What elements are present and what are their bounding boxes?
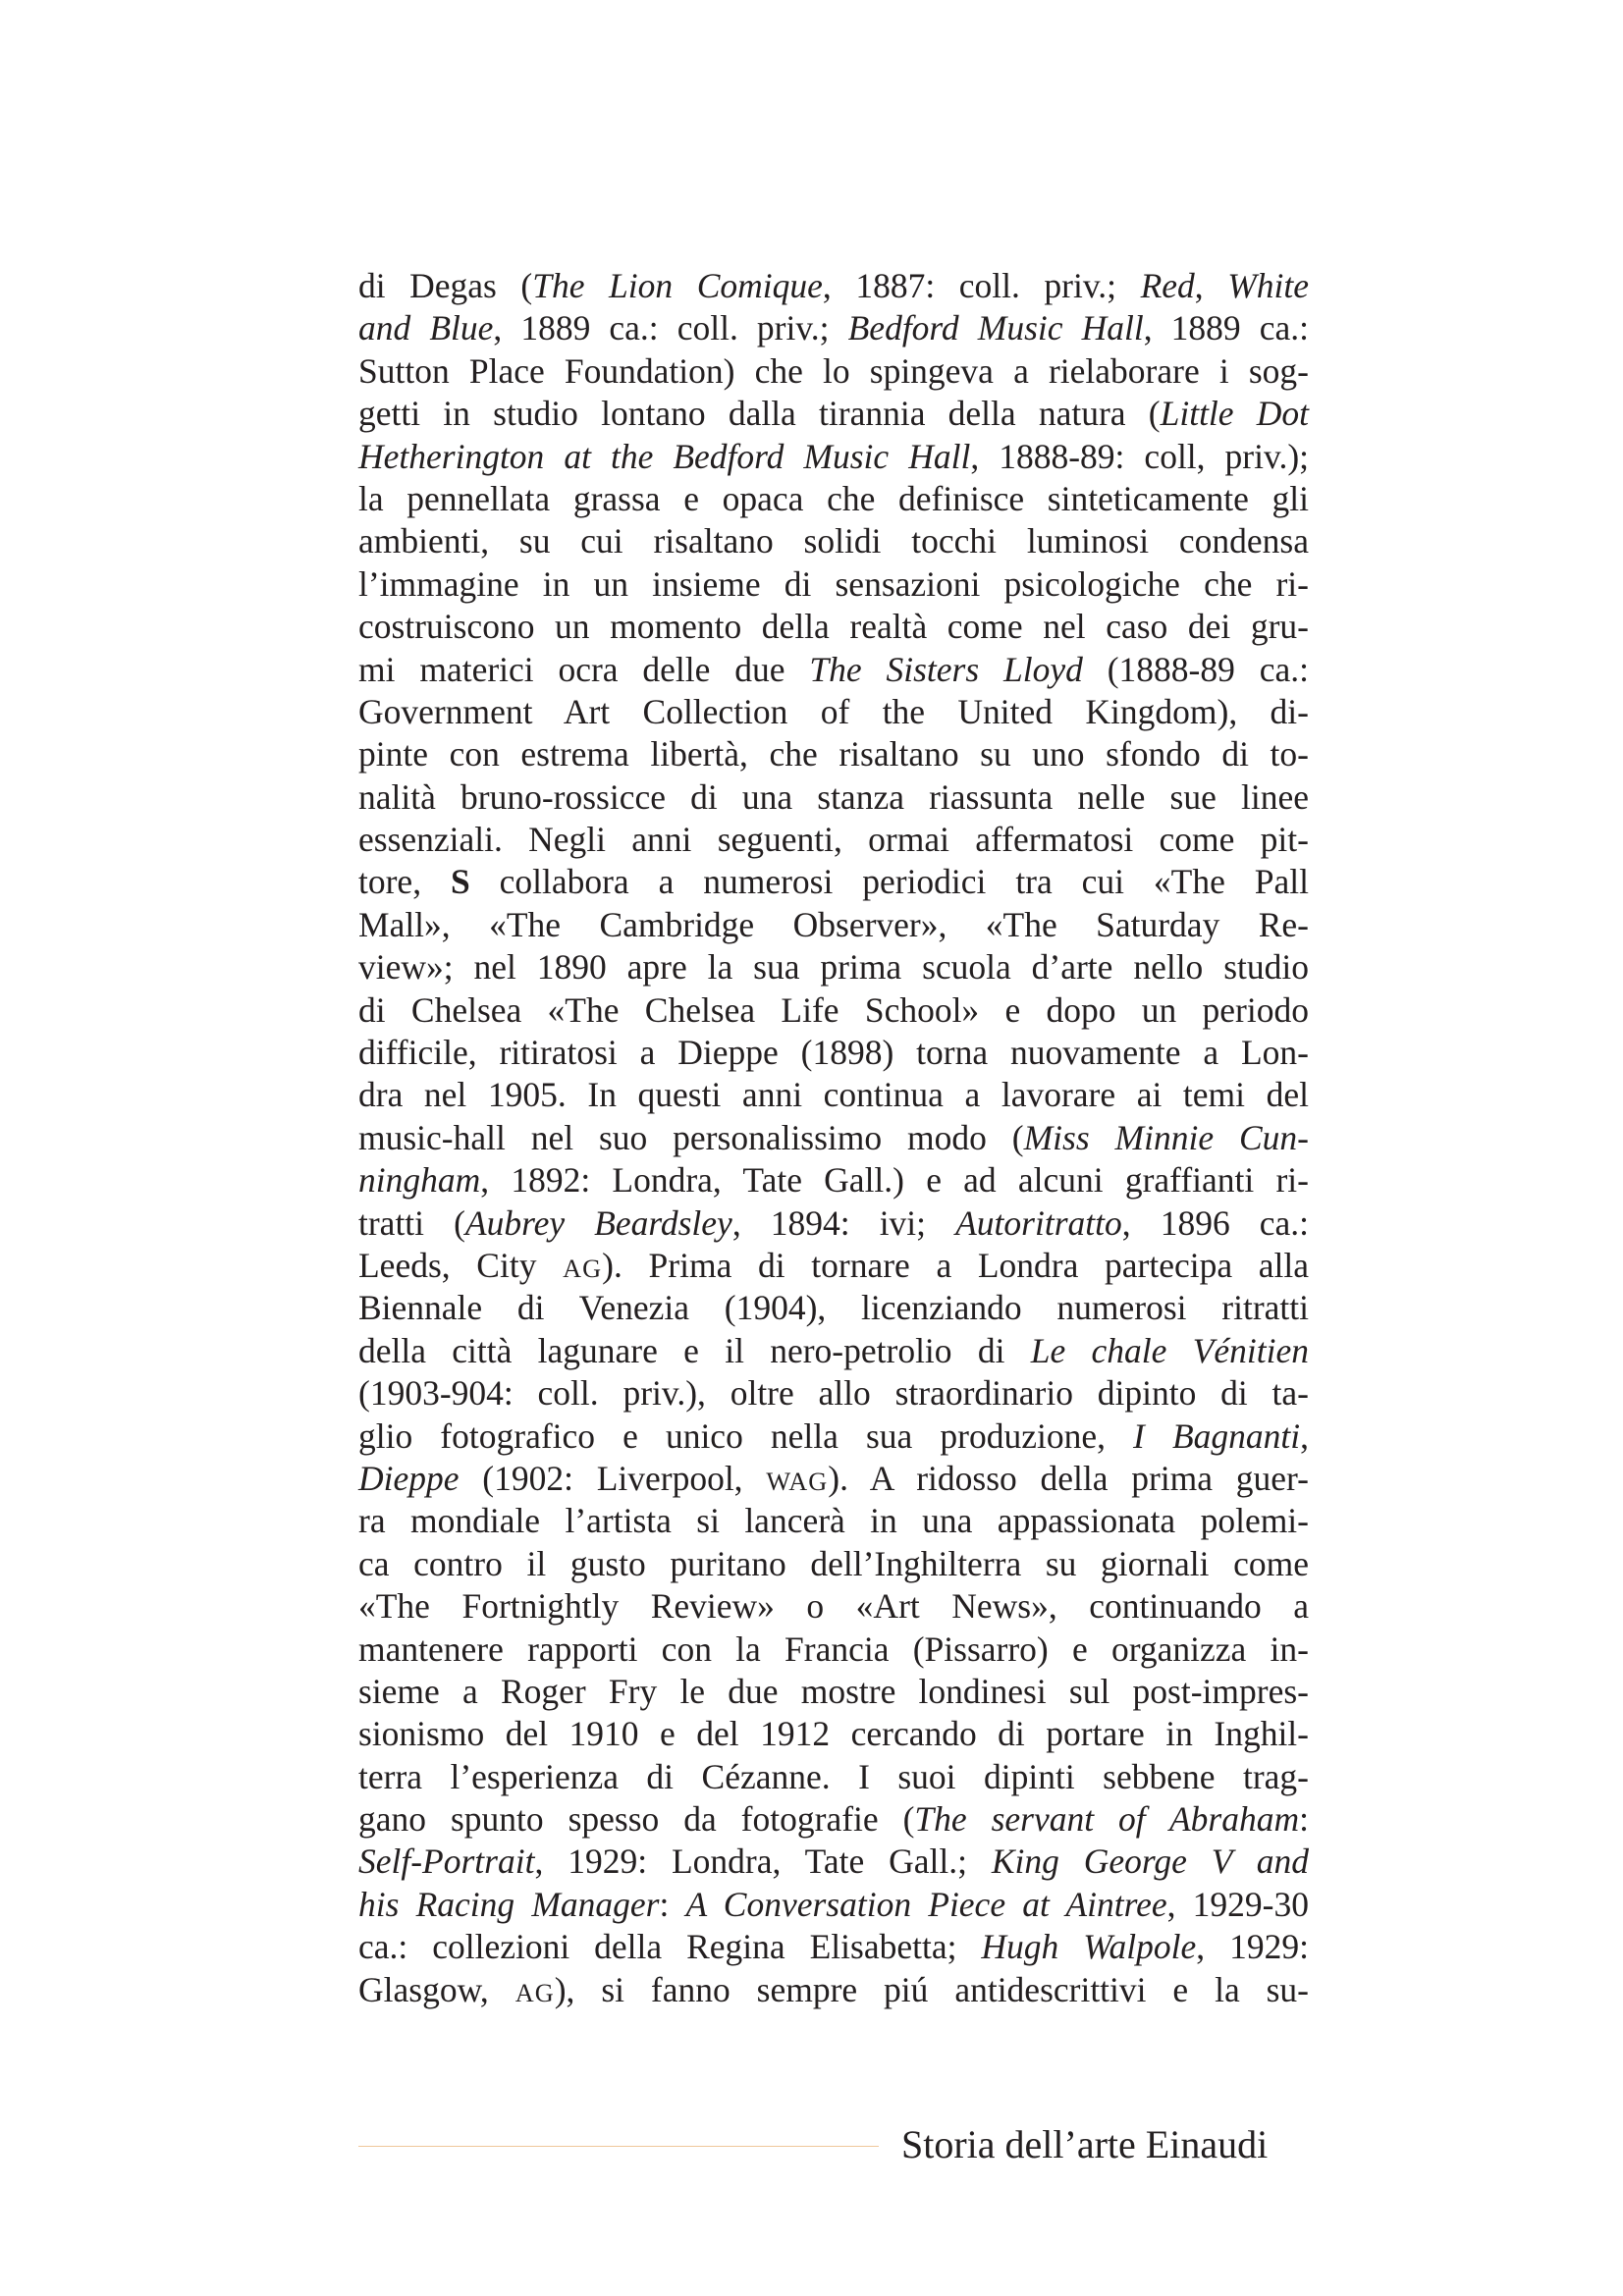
text-run: : [1299, 1799, 1309, 1840]
italic-title: and Blue [358, 308, 494, 348]
small-caps-abbr: WAG [766, 1467, 829, 1496]
text-line [358, 1969, 1309, 2011]
text-run: (1903-904: coll. priv.), oltre allo straordinario dipinto di ta- [358, 1373, 1309, 1414]
text-line [358, 776, 1309, 819]
text-line [358, 478, 1309, 520]
text-run: ambienti, su cui risaltano solidi tocchi luminosi condensa [358, 521, 1309, 561]
italic-title: The Sisters Lloyd [809, 649, 1083, 689]
text-line [358, 1884, 1309, 1926]
text-run: : [659, 1884, 686, 1924]
text-line [358, 1671, 1309, 1713]
text-run: , 1887: coll. priv.; [822, 266, 1141, 305]
text-run: sionismo del 1910 e del 1912 cercando di portare in Inghil- [358, 1714, 1309, 1754]
text-run: getti in studio lontano dalla tirannia della natura ( [358, 394, 1161, 434]
italic-title: Autoritratto [955, 1202, 1122, 1243]
text-run: , 1929: [1196, 1927, 1309, 1967]
text-line [358, 691, 1309, 733]
text-run: dra nel 1905. In questi anni continua a lavorare ai temi del [358, 1075, 1309, 1115]
text-run: tratti ( [358, 1202, 465, 1243]
text-run: , 1888-89: coll, priv.); [970, 436, 1309, 476]
text-line [358, 904, 1309, 946]
text-run: mi materici ocra delle due [358, 649, 810, 689]
text-run: (1888-89 ca.: [1082, 649, 1309, 689]
body-text [358, 265, 1309, 2011]
text-line [358, 1287, 1309, 1329]
italic-title: Dieppe [358, 1458, 460, 1498]
text-run: collabora a numerosi periodici tra cui «The Pall [469, 862, 1309, 902]
text-run: costruiscono un momento della realtà come nel caso dei gru- [358, 607, 1309, 647]
text-line [358, 393, 1309, 435]
text-line [358, 1245, 1309, 1287]
text-run: «The Fortnightly Review» o «Art News», continuando a [358, 1586, 1309, 1627]
text-line [358, 861, 1309, 903]
text-run: pinte con estrema libertà, che risaltano su uno sfondo di to- [358, 734, 1309, 774]
text-run: ca contro il gusto puritano dell’Inghilterra su giornali come [358, 1543, 1309, 1583]
italic-title: Hugh Walpole [981, 1927, 1197, 1967]
text-line [358, 1629, 1309, 1671]
text-run: , 1892: Londra, Tate Gall.) e ad alcuni graffianti ri- [480, 1160, 1309, 1201]
text-run: essenziali. Negli anni seguenti, ormai affermatosi come pit- [358, 820, 1309, 860]
text-line [358, 520, 1309, 562]
bold-initial: S [450, 862, 470, 902]
text-run: , 1894: ivi; [731, 1202, 956, 1243]
text-run: Biennale di Venezia (1904), licenziando numerosi ritratti [358, 1288, 1309, 1328]
small-caps-abbr: AG [563, 1254, 603, 1283]
text-run: tore, [358, 862, 451, 902]
text-run: la pennellata grassa e opaca che definisce sinteticamente gli [358, 478, 1309, 518]
text-run: music-hall nel suo personalissimo modo ( [358, 1117, 1024, 1157]
text-run: , 1889 ca.: coll. priv.; [493, 308, 848, 348]
text-run: , [1300, 1415, 1309, 1456]
italic-title: King George V and [991, 1842, 1309, 1882]
text-line [358, 1841, 1309, 1883]
text-run: sieme a Roger Fry le due mostre londinesi sul post-impres- [358, 1671, 1309, 1711]
text-run: , 1929-30 [1166, 1884, 1309, 1924]
italic-title: Le chale Vénitien [1030, 1330, 1309, 1370]
text-line [358, 350, 1309, 393]
text-run: di Chelsea «The Chelsea Life School» e dopo un periodo [358, 989, 1309, 1030]
text-run: , 1896 ca.: [1121, 1202, 1310, 1243]
text-line [358, 265, 1309, 307]
text-run: di Degas ( [358, 266, 533, 305]
text-run: Sutton Place Foundation) che lo spingeva a rielaborare i sog- [358, 350, 1309, 391]
text-run: ). A ridosso della prima guer- [828, 1458, 1309, 1498]
text-line [358, 989, 1309, 1032]
italic-title: Miss Minnie Cun- [1023, 1117, 1309, 1157]
italic-title: Red [1140, 266, 1195, 305]
text-run: , [1194, 266, 1228, 305]
text-line [358, 1926, 1309, 1968]
text-line [358, 1713, 1309, 1755]
text-run: glio fotografico e unico nella sua produzione, [358, 1415, 1134, 1456]
text-line [358, 307, 1309, 349]
text-run: view»; nel 1890 apre la sua prima scuola d’arte nello studio [358, 947, 1309, 988]
text-run: mantenere rapporti con la Francia (Pissarro) e organizza in- [358, 1629, 1309, 1669]
italic-title: The servant of Abraham [914, 1799, 1300, 1840]
italic-title: White [1227, 266, 1310, 305]
text-line [358, 1202, 1309, 1245]
text-run: ra mondiale l’artista si lancerà in una appassionata polemi- [358, 1501, 1309, 1541]
text-line [358, 649, 1309, 691]
text-line [358, 1159, 1309, 1201]
text-line [358, 1585, 1309, 1628]
text-line [358, 1500, 1309, 1542]
text-run: ), si fanno sempre piú antidescrittivi e la su- [554, 1969, 1309, 2009]
text-run: , 1889 ca.: [1143, 308, 1309, 348]
text-run: gano spunto spesso da fotografie ( [358, 1799, 915, 1840]
text-run: Leeds, City [358, 1245, 564, 1285]
text-run: l’immagine in un insieme di sensazioni psicologiche che ri- [358, 563, 1309, 604]
text-run: Glasgow, [358, 1969, 515, 2009]
text-run: difficile, ritiratosi a Dieppe (1898) torna nuovamente a Lon- [358, 1033, 1309, 1073]
italic-title: his Racing Manager [358, 1884, 660, 1924]
text-run: ca.: collezioni della Regina Elisabetta; [358, 1927, 982, 1967]
text-line [358, 1458, 1309, 1500]
text-run: ). Prima di tornare a Londra partecipa alla [602, 1245, 1310, 1285]
footer-title: Storia dell’arte Einaudi [901, 2122, 1269, 2166]
text-run: , 1929: Londra, Tate Gall.; [534, 1842, 992, 1882]
text-run: (1902: Liverpool, [459, 1458, 767, 1498]
text-line [358, 1074, 1309, 1116]
text-line [358, 1032, 1309, 1074]
text-line [358, 1756, 1309, 1798]
italic-title: Self-Portrait [358, 1842, 535, 1882]
footer-rule [358, 2146, 879, 2147]
text-run: Government Art Collection of the United Kingdom), di- [358, 691, 1309, 731]
text-line [358, 1798, 1309, 1841]
text-run: nalità bruno-rossicce di una stanza riassunta nelle sue linee [358, 776, 1309, 817]
italic-title: Little Dot [1160, 394, 1310, 434]
italic-title: ningham [358, 1160, 481, 1201]
text-run: Mall», «The Cambridge Observer», «The Saturday Re- [358, 904, 1309, 944]
italic-title: I Bagnanti [1133, 1415, 1301, 1456]
text-line [358, 436, 1309, 478]
text-line [358, 1330, 1309, 1372]
text-line [358, 1117, 1309, 1159]
small-caps-abbr: AG [514, 1978, 555, 2007]
italic-title: Bedford Music Hall [847, 308, 1144, 348]
text-line [358, 1543, 1309, 1585]
text-run: della città lagunare e il nero-petrolio di [358, 1330, 1031, 1370]
italic-title: Aubrey Beardsley [464, 1202, 732, 1243]
italic-title: Hetherington at the Bedford Music Hall [358, 436, 971, 476]
text-line [358, 946, 1309, 988]
text-line [358, 563, 1309, 606]
text-line [358, 1415, 1309, 1458]
text-run: terra l’esperienza di Cézanne. I suoi dipinti sebbene trag- [358, 1756, 1309, 1796]
text-line [358, 733, 1309, 775]
text-line [358, 1372, 1309, 1415]
text-line [358, 606, 1309, 648]
italic-title: A Conversation Piece at Aintree [685, 1884, 1167, 1924]
text-line [358, 819, 1309, 861]
italic-title: The Lion Comique [532, 266, 823, 305]
